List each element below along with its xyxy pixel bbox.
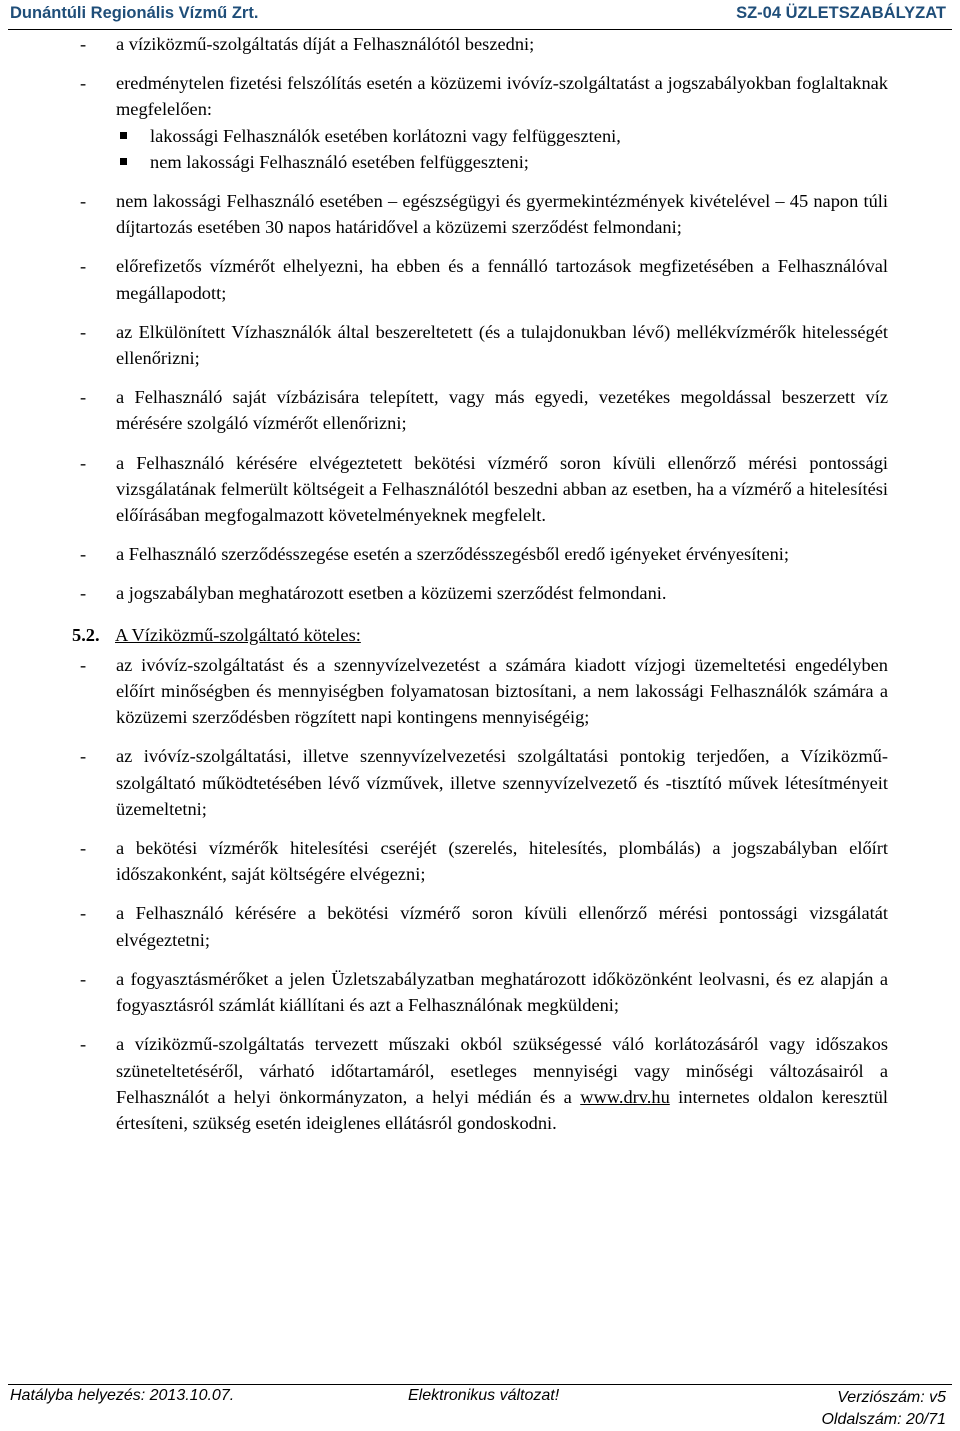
- list-item-text: előrefizetős vízmérőt elhelyezni, ha ebben és a fennálló tartozások megfizetésében a Felhasználóval megállapodott;: [116, 256, 888, 303]
- page-footer: [8, 1384, 952, 1428]
- list-item-text: az ivóvíz-szolgáltatási, illetve szennyvízelvezetési szolgáltatási pontokig terjedően, a Víziközmű-szolgáltató működtetésében lévő vízművek, illetve szennyvízelvezető és -tisztító művek létesítményeit üzemeltetni;: [116, 746, 888, 819]
- list-item: [80, 188, 888, 240]
- dash-marker: -: [80, 838, 87, 859]
- list-item: [80, 966, 888, 1018]
- list-item: [80, 652, 888, 731]
- dash-marker: -: [80, 544, 87, 565]
- list-item: [80, 1031, 888, 1136]
- page-number: Oldalszám: 20/71: [821, 1411, 946, 1428]
- dash-marker: -: [80, 387, 87, 408]
- list-item-text: a bekötési vízmérők hitelesítési cseréjét (szerelés, hitelesítés, plombálás) a jogszabályban előírt időszakonként, saját költségére elvégezni;: [116, 838, 888, 885]
- dash-marker: -: [80, 321, 87, 342]
- section-heading: [72, 622, 888, 648]
- list-item-text: a Felhasználó kérésére elvégeztetett bekötési vízmérő soron kívüli ellenőrző mérési pontossági vizsgálatának felmerült költségeit a Felhasználótól beszedni abban az esetben, ha a vízmérő a hitelesítési előírásában megfogalmazott követelményeknek megfelelt.: [116, 452, 888, 526]
- dash-marker: -: [80, 654, 87, 675]
- list-item-text: a Felhasználó kérésére a bekötési vízmérő soron kívüli ellenőrző mérési pontossági vizsgálatát elvégeztetni;: [116, 903, 888, 950]
- section-title: A Víziközmű-szolgáltató köteles:: [115, 624, 361, 645]
- dash-marker: -: [80, 968, 87, 989]
- list-item: [80, 384, 888, 436]
- dash-marker: -: [80, 583, 87, 604]
- page-header: [8, 3, 952, 30]
- sub-list-item: [80, 123, 888, 149]
- sub-list-item: [80, 149, 888, 175]
- list-item-text: az ivóvíz-szolgáltatást és a szennyvízelvezetést a számára kiadott vízjogi üzemeltetési engedélyben előírt minőségben és mennyiségben folyamatosan biztosítani, a nem lakossági Felhasználók számára a közüzemi szerződésben rögzített napi kontingens mennyiségéig;: [116, 654, 888, 728]
- list-item: [80, 541, 888, 567]
- version-number: Verziószám: v5: [837, 1389, 946, 1406]
- list-item: [80, 450, 888, 529]
- list-item-text-before-link: a víziközmű-szolgáltatás tervezett műszaki okból szükségessé váló korlátozásáról vagy időszakos szüneteltetéséről, várható időtartamáról, esetleges mennyiségi vagy minőségi változásairól a Felhasználót a helyi önkormányzaton, a helyi médián és a: [116, 1034, 888, 1107]
- dash-marker: -: [80, 191, 87, 212]
- dash-marker: -: [80, 746, 87, 767]
- list-item-text: az Elkülönített Vízhasználók által beszereltetett (és a tulajdonukban lévő) mellékvízmérők hitelességét ellenőrizni;: [116, 321, 888, 369]
- dash-marker: -: [80, 903, 87, 924]
- version-info: [821, 1387, 946, 1431]
- list-item-text-after-link: internetes oldalon keresztül értesíteni, szükség esetén ideiglenes ellátásról gondoskodni.: [116, 1086, 889, 1133]
- list-item-text: nem lakossági Felhasználó esetében – egészségügyi és gyermekintézmények kivételével – 45 napon túli díjtartozás esetében 30 napos határidővel a közüzemi szerződést felmondani;: [116, 191, 888, 238]
- list-item-text: a Felhasználó szerződésszegése esetén a szerződésszegésből eredő igényeket érvényesíteni;: [116, 544, 789, 565]
- square-bullet-icon: [120, 132, 127, 139]
- sub-list-item-text: nem lakossági Felhasználó esetében felfüggeszteni;: [150, 151, 529, 172]
- list-item-text: a Felhasználó saját vízbázisára telepített, vagy más egyedi, vezetékes megoldással beszerzett víz mérésére szolgáló vízmérőt ellenőrizni;: [116, 387, 888, 434]
- list-item-text: eredménytelen fizetési felszólítás esetén a közüzemi ivóvíz-szolgáltatást a jogszabályokban foglaltaknak megfelelően:: [116, 73, 888, 120]
- document-body: [72, 31, 889, 1149]
- list-item-text: a fogyasztásmérőket a jelen Üzletszabályzatban meghatározott időközönként leolvasni, és ez alapján a fogyasztásról számlát kiállítani és azt a Felhasználónak megküldeni;: [116, 968, 888, 1016]
- list-item-text: a víziközmű-szolgáltatás díját a Felhasználótól beszedni;: [116, 34, 535, 54]
- dash-marker: -: [80, 1034, 87, 1055]
- list-item: [80, 835, 888, 887]
- document-code: SZ-04 ÜZLETSZABÁLYZAT: [736, 4, 946, 22]
- electronic-version-note: Elektronikus változat!: [408, 1387, 560, 1404]
- dash-marker: -: [80, 256, 87, 277]
- company-name: Dunántúli Regionális Vízmű Zrt.: [10, 4, 259, 22]
- list-item: [80, 31, 888, 57]
- section-number: 5.2.: [72, 624, 100, 645]
- list-item: [80, 70, 888, 122]
- list-item: [80, 580, 888, 606]
- list-item-text: a jogszabályban meghatározott esetben a közüzemi szerződést felmondani.: [116, 583, 667, 604]
- website-link[interactable]: www.drv.hu: [580, 1086, 670, 1107]
- dash-marker: -: [80, 73, 87, 94]
- effective-date: Hatályba helyezés: 2013.10.07.: [10, 1387, 235, 1404]
- list-item: [80, 900, 888, 952]
- sub-list-item-text: lakossági Felhasználók esetében korlátozni vagy felfüggeszteni,: [150, 125, 621, 146]
- dash-marker: -: [80, 452, 87, 473]
- list-item: [80, 253, 888, 305]
- list-item: [80, 743, 888, 822]
- dash-marker: -: [80, 34, 87, 54]
- list-item: [80, 319, 888, 371]
- square-bullet-icon: [120, 158, 127, 165]
